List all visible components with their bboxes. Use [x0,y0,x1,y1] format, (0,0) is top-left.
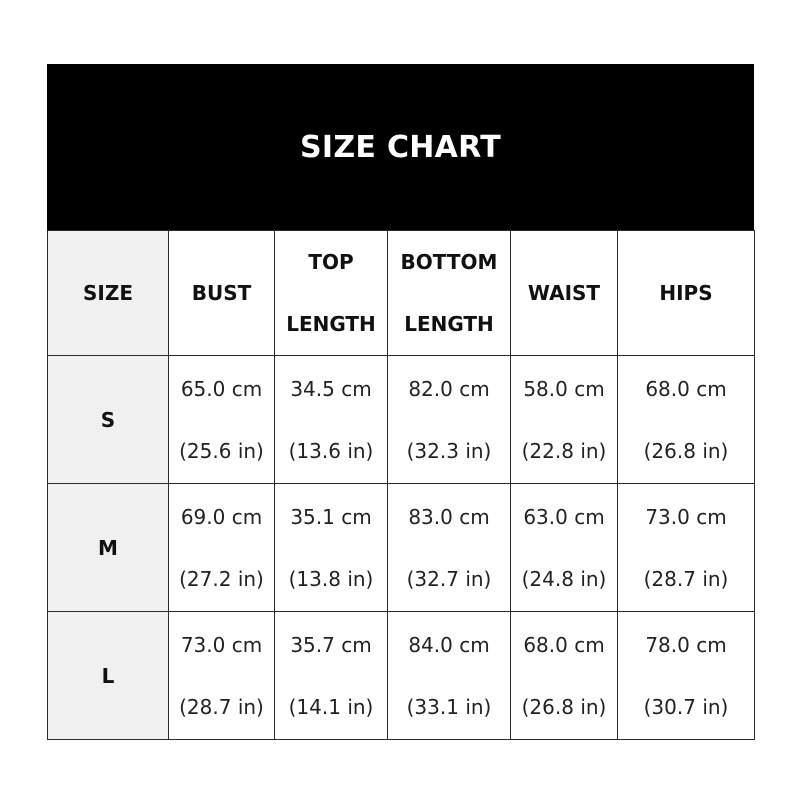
bottom-length-cm: 83.0 cm [408,504,490,529]
header-size-label: SIZE [82,281,133,305]
hips-cm: 73.0 cm [645,504,727,529]
top-length-cell [275,484,388,612]
size-label: L [48,612,169,740]
header-top-length-line1: TOP [308,250,354,274]
top-length-cell [275,356,388,484]
size-chart [47,64,754,738]
waist-cm: 68.0 cm [523,632,605,657]
waist-cell [511,356,618,484]
size-table [47,230,755,740]
header-row [48,231,755,356]
hips-cell [618,356,755,484]
top-length-in: (13.6 in) [288,438,374,463]
bust-in: (27.2 in) [179,566,264,591]
bottom-length-cm: 82.0 cm [408,376,490,401]
bust-in: (28.7 in) [179,694,264,719]
header-waist-label: WAIST [527,281,601,305]
header-bust-label: BUST [191,281,252,305]
bottom-length-cell [388,356,511,484]
waist-cm: 58.0 cm [523,376,605,401]
header-hips [618,231,755,356]
bottom-length-in: (33.1 in) [406,694,492,719]
table-row [48,612,755,740]
hips-in: (30.7 in) [643,694,729,719]
top-length-cm: 34.5 cm [290,376,372,401]
chart-title: SIZE CHART [299,129,502,165]
hips-cell [618,612,755,740]
header-waist [511,231,618,356]
waist-cell [511,484,618,612]
waist-in: (24.8 in) [521,566,607,591]
bust-in: (25.6 in) [179,438,264,463]
bust-cm: 69.0 cm [180,504,263,529]
header-hips-label: HIPS [659,281,713,305]
header-bottom-length-line1: BOTTOM [400,250,498,274]
bust-cell [169,484,275,612]
bust-cm: 73.0 cm [180,632,263,657]
bottom-length-in: (32.7 in) [406,566,492,591]
hips-in: (26.8 in) [643,438,729,463]
header-top-length-line2: LENGTH [286,312,376,336]
table-row [48,484,755,612]
header-top-length [275,231,388,356]
bottom-length-cm: 84.0 cm [408,632,490,657]
bust-cell [169,356,275,484]
top-length-in: (13.8 in) [288,566,374,591]
waist-in: (26.8 in) [521,694,607,719]
title-banner [47,64,754,230]
size-label: M [48,484,169,612]
header-bust [169,231,275,356]
table-row [48,356,755,484]
bottom-length-in: (32.3 in) [406,438,492,463]
header-size [48,231,169,356]
bust-cell [169,612,275,740]
header-bottom-length [388,231,511,356]
waist-cell [511,612,618,740]
header-bottom-length-line2: LENGTH [404,312,494,336]
hips-cell [618,484,755,612]
size-label: S [48,356,169,484]
bust-cm: 65.0 cm [180,376,263,401]
top-length-in: (14.1 in) [288,694,374,719]
top-length-cm: 35.7 cm [290,632,372,657]
waist-in: (22.8 in) [521,438,607,463]
hips-in: (28.7 in) [643,566,729,591]
top-length-cm: 35.1 cm [290,504,372,529]
bottom-length-cell [388,612,511,740]
bottom-length-cell [388,484,511,612]
top-length-cell [275,612,388,740]
hips-cm: 68.0 cm [645,376,727,401]
hips-cm: 78.0 cm [645,632,727,657]
waist-cm: 63.0 cm [523,504,605,529]
